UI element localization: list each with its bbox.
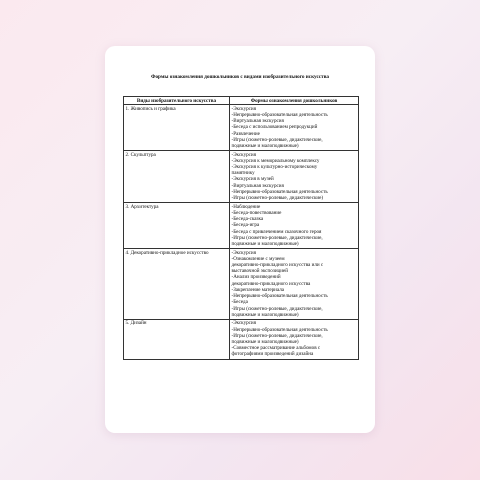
form-item: фотографиями произведений дизайна (231, 351, 314, 358)
table-row (124, 319, 359, 359)
form-item: -Непрерывно-образовательная деятельность (231, 111, 328, 118)
form-item: -Беседа с использованием репродукций (231, 124, 318, 131)
form-item: декоративно-прикладного искусства или с (231, 262, 324, 269)
forms-cell (230, 203, 359, 249)
column-header-types: Виды изобразительного искусства (124, 97, 230, 105)
table-row (124, 151, 359, 203)
table-row (124, 249, 359, 320)
form-item: -Наблюдение (231, 203, 261, 210)
art-type-cell: 2. Скульптура (124, 151, 230, 203)
table-row (124, 203, 359, 249)
table-row (124, 105, 359, 151)
form-item: -Непрерывно-образовательная деятельность (231, 188, 328, 195)
form-item: -Игры (сюжетно-ролевые, дидактические, (231, 332, 323, 339)
form-item: декоративно-прикладного искусства (231, 280, 311, 287)
art-type-cell: 4. Декоративно-прикладное искусство (124, 249, 230, 320)
form-item: подвижные и малоподвижные) (231, 142, 299, 149)
column-header-forms: Формы ознакомления дошкольников (230, 97, 359, 105)
forms-table (123, 96, 359, 360)
document-title: Формы ознакомления дошкольников с видами изобразительного искусства (151, 74, 329, 80)
form-item: -Экскурсия к культурно-историческому (231, 164, 318, 171)
forms-cell (230, 249, 359, 320)
form-item: -Экскурсия к мемориальному комплексу (231, 157, 320, 164)
form-item: подвижные и малоподвижные) (231, 240, 299, 247)
form-item: -Непрерывно-образовательная деятельность (231, 293, 328, 300)
form-item: -Развлечение (231, 130, 260, 137)
form-item: -Игры (сюжетно-ролевые, дидактические, (231, 136, 323, 143)
form-item: -Беседа (231, 299, 248, 306)
document-page (105, 46, 375, 433)
form-item: -Экскурсия (231, 320, 256, 327)
forms-cell (230, 105, 359, 151)
form-item: -Беседа с привлечением сказочного героя (231, 228, 322, 235)
form-item: памятнику (231, 170, 255, 177)
forms-cell (230, 151, 359, 203)
art-type-cell: 1. Живопись и графика (124, 105, 230, 151)
form-item: -Беседа-повествование (231, 209, 282, 216)
art-type-cell: 3. Архитектура (124, 203, 230, 249)
form-item: подвижные и малоподвижные) (231, 339, 299, 346)
form-item: -Беседа-сказка (231, 216, 264, 223)
forms-cell (230, 319, 359, 359)
form-item: -Виртуальная экскурсия (231, 118, 284, 125)
form-item: -Экскурсия в музей (231, 176, 274, 183)
form-item: -Ознакомление с музеем (231, 255, 285, 262)
form-item: -Игры (сюжетно-ролевые, дидактические) (231, 195, 324, 202)
table-header-row (124, 97, 359, 105)
form-item: выставочной экспозицией (231, 268, 289, 275)
form-item: -Экскурсия (231, 151, 256, 158)
form-item: -Совместное рассматривание альбомов с (231, 345, 321, 352)
form-item: -Виртуальная экскурсия (231, 182, 284, 189)
form-item: -Закрепление материала (231, 286, 284, 293)
form-item: -Игры (сюжетно-ролевые, дидактические, (231, 305, 323, 312)
form-item: подвижные и малоподвижные) (231, 311, 299, 318)
form-item: -Экскурсия (231, 105, 256, 112)
form-item: -Беседа-игра (231, 222, 260, 229)
form-item: -Анализ произведений (231, 274, 281, 281)
art-type-cell: 5. Дизайн (124, 319, 230, 359)
form-item: -Непрерывно-образовательная деятельность (231, 326, 328, 333)
form-item: -Экскурсия (231, 249, 256, 256)
form-item: -Игры (сюжетно-ролевые, дидактические, (231, 234, 323, 241)
